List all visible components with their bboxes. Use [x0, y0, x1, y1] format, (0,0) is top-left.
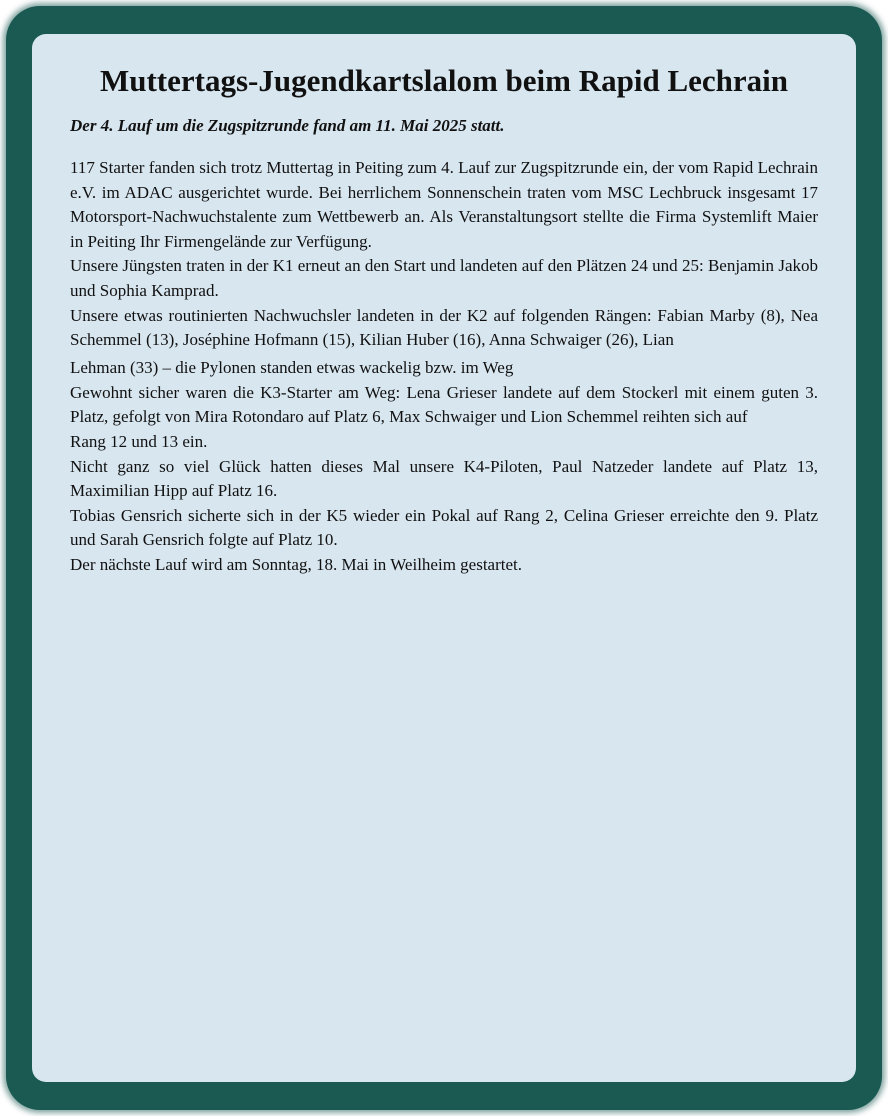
paragraph-k2-continued: Lehman (33) – die Pylonen standen etwas wackelig bzw. im Weg — [70, 357, 514, 377]
page-frame — [6, 6, 882, 1110]
paragraph-k4: Nicht ganz so viel Glück hatten dieses Mal unsere K4-Piloten, Paul Natzeder landete auf Platz 13, Maximilian Hipp auf Platz 16. — [70, 456, 818, 501]
article-body — [70, 156, 818, 578]
paragraph-k1: Unsere Jüngsten traten in der K1 erneut an den Start und landeten auf den Plätzen 24 und 25: Benjamin Jakob und Sophia Kamprad. — [70, 256, 818, 300]
article-card — [32, 34, 856, 1082]
paragraph-intro: 117 Starter fanden sich trotz Muttertag in Peiting zum 4. Lauf zur Zugspitzrunde ein, der vom Rapid Lechrain e.V. im ADAC ausgerichtet wurde. Bei herrlichem Sonnenschein traten vom MSC Lechbruck insgesamt 17 Motorsport-Nachwuchstalente zum Wettbewerb an. Als Veranstaltungsort stellte die Firma Systemlift Maier in Peiting Ihr Firmengelände zur Verfügung. — [70, 158, 818, 251]
paragraph-k3-continued: Rang 12 und 13 ein. — [70, 431, 208, 451]
paragraph-k3: Gewohnt sicher waren die K3-Starter am Weg: Lena Grieser landete auf dem Stockerl mit einem guten 3. Platz, gefolgt von Mira Rotondaro auf Platz 6, Max Schwaiger und Lion Schemmel reihten sich auf — [70, 382, 818, 427]
paragraph-k5: Tobias Gensrich sicherte sich in der K5 wieder ein Pokal auf Rang 2, Celina Grieser erreichte den 9. Platz und Sarah Gensrich folgte auf Platz 10. — [70, 505, 818, 550]
paragraph-k2: Unsere etwas routinierten Nachwuchsler landeten in der K2 auf folgenden Rängen: Fabian Marby (8), Nea Schemmel (13), Joséphine Hofmann (15), Kilian Huber (16), Anna Schwaiger (26), Lian — [70, 305, 818, 350]
paragraph-next-race: Der nächste Lauf wird am Sonntag, 18. Mai in Weilheim gestartet. — [70, 554, 523, 574]
article-subtitle: Der 4. Lauf um die Zugspitzrunde fand am 11. Mai 2025 statt. — [70, 116, 505, 135]
article-title: Muttertags-Jugendkartslalom beim Rapid Lechrain — [99, 63, 788, 98]
